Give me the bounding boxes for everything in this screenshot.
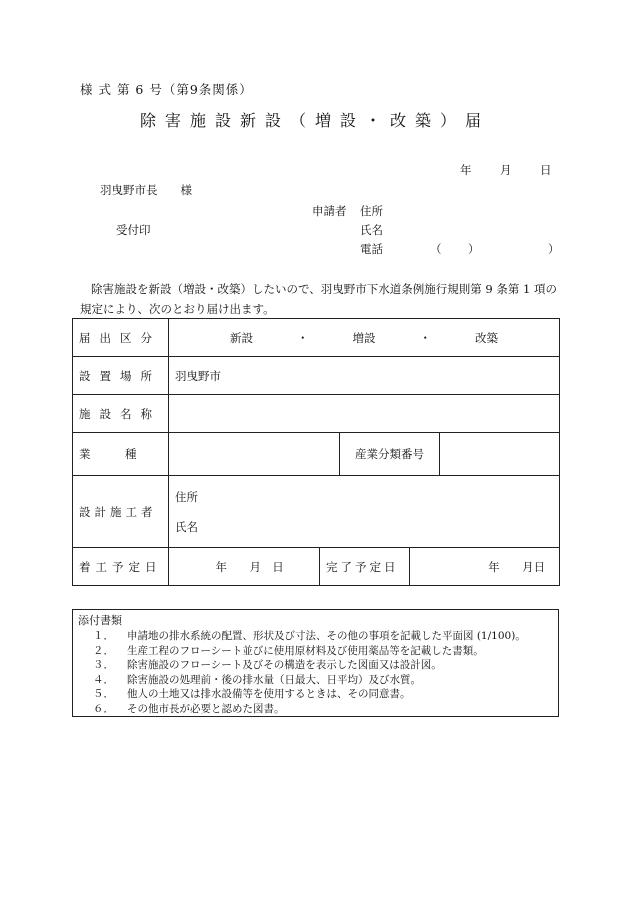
location-label: 設置場所	[73, 357, 169, 395]
item-text: 申請地の排水系統の配置、形状及び寸法、その他の事項を記載した平面図 (1/100)。	[127, 630, 526, 642]
list-item	[93, 673, 526, 688]
list-item	[93, 687, 526, 702]
item-text: 除害施設のフローシート及びその構造を表示した図面又は設計図。	[127, 659, 442, 671]
completion-date-label: 完了予定日	[320, 548, 410, 586]
form-number: 様 式 第 6 号（第9条関係）	[80, 82, 253, 97]
item-number: ２．	[93, 644, 114, 657]
option-separator: ・	[419, 330, 432, 345]
industry-field[interactable]	[169, 433, 340, 476]
applicant-label: 申請者	[312, 204, 347, 218]
item-number: ６．	[93, 702, 114, 715]
item-number: １．	[93, 630, 114, 642]
designer-address-label: 住所	[175, 489, 198, 504]
industry-code-field[interactable]	[440, 433, 560, 476]
year-label: 年	[460, 163, 472, 177]
list-item	[93, 629, 526, 644]
application-table	[72, 318, 560, 586]
month-label: 月	[500, 163, 512, 177]
applicant-name-label: 氏名	[360, 223, 383, 237]
form-title: 除害施設新設（増設・改築）届	[139, 111, 490, 130]
completion-date-field[interactable]	[410, 548, 560, 586]
list-item	[93, 658, 526, 673]
facility-name-field[interactable]	[169, 395, 560, 433]
phone-mid-paren: ）	[468, 242, 480, 256]
addressee: 羽曳野市長 様	[100, 183, 192, 197]
declaration-text: 除害施設を新設（増設・改築）したいので、羽曳野市下水道条例施行規則第 9 条第 1 項の規定により、次のとおり届け出ます。	[80, 282, 558, 316]
year-label: 年	[215, 559, 227, 574]
item-text: 除害施設の処理前・後の排水量（日最大、日平均）及び水質。	[127, 673, 421, 686]
attachments-title: 添付書類	[78, 614, 122, 627]
division-label: 届出区分	[73, 319, 169, 357]
phone-open-paren: （	[430, 242, 442, 256]
year-label: 年	[488, 559, 500, 574]
day-label: 日	[272, 559, 284, 574]
start-date-label: 着工予定日	[73, 548, 169, 586]
start-date-field[interactable]	[169, 548, 320, 586]
designer-label: 設計施工者	[73, 476, 169, 548]
option-new[interactable]: 新設	[230, 330, 254, 345]
attachments-list	[93, 629, 526, 716]
submission-date	[460, 162, 552, 178]
applicant-address-label: 住所	[360, 204, 383, 218]
item-text: 他人の土地又は排水設備等を使用するときは、その同意書。	[127, 688, 411, 700]
option-rebuild[interactable]: 改築	[475, 330, 499, 345]
designer-name-label: 氏名	[175, 519, 198, 534]
item-number: ４．	[93, 673, 114, 686]
item-number: ３．	[93, 659, 114, 671]
month-label: 月	[522, 559, 534, 574]
industry-label: 業 種	[73, 433, 169, 476]
list-item	[93, 644, 526, 659]
division-options[interactable]	[169, 319, 560, 357]
applicant-phone-label: 電話	[360, 242, 383, 256]
list-item	[93, 702, 526, 717]
facility-name-label: 施設名称	[73, 395, 169, 433]
item-text: その他市長が必要と認めた図書。	[127, 702, 285, 715]
item-text: 生産工程のフローシート並びに使用原材料及び使用薬品等を記載した書類。	[127, 644, 484, 657]
industry-code-label: 産業分類番号	[340, 433, 440, 476]
day-label: 日	[540, 163, 552, 177]
designer-field[interactable]	[169, 476, 560, 548]
option-expand[interactable]: 増設	[352, 330, 376, 345]
item-number: ５．	[93, 688, 114, 700]
month-label: 月	[249, 559, 261, 574]
location-field[interactable]: 羽曳野市	[169, 357, 560, 395]
phone-close-paren: ）	[548, 242, 560, 256]
option-separator: ・	[297, 330, 309, 345]
day-label: 日	[533, 559, 546, 574]
attachments-box	[72, 609, 559, 717]
receipt-stamp-label: 受付印	[116, 223, 151, 237]
